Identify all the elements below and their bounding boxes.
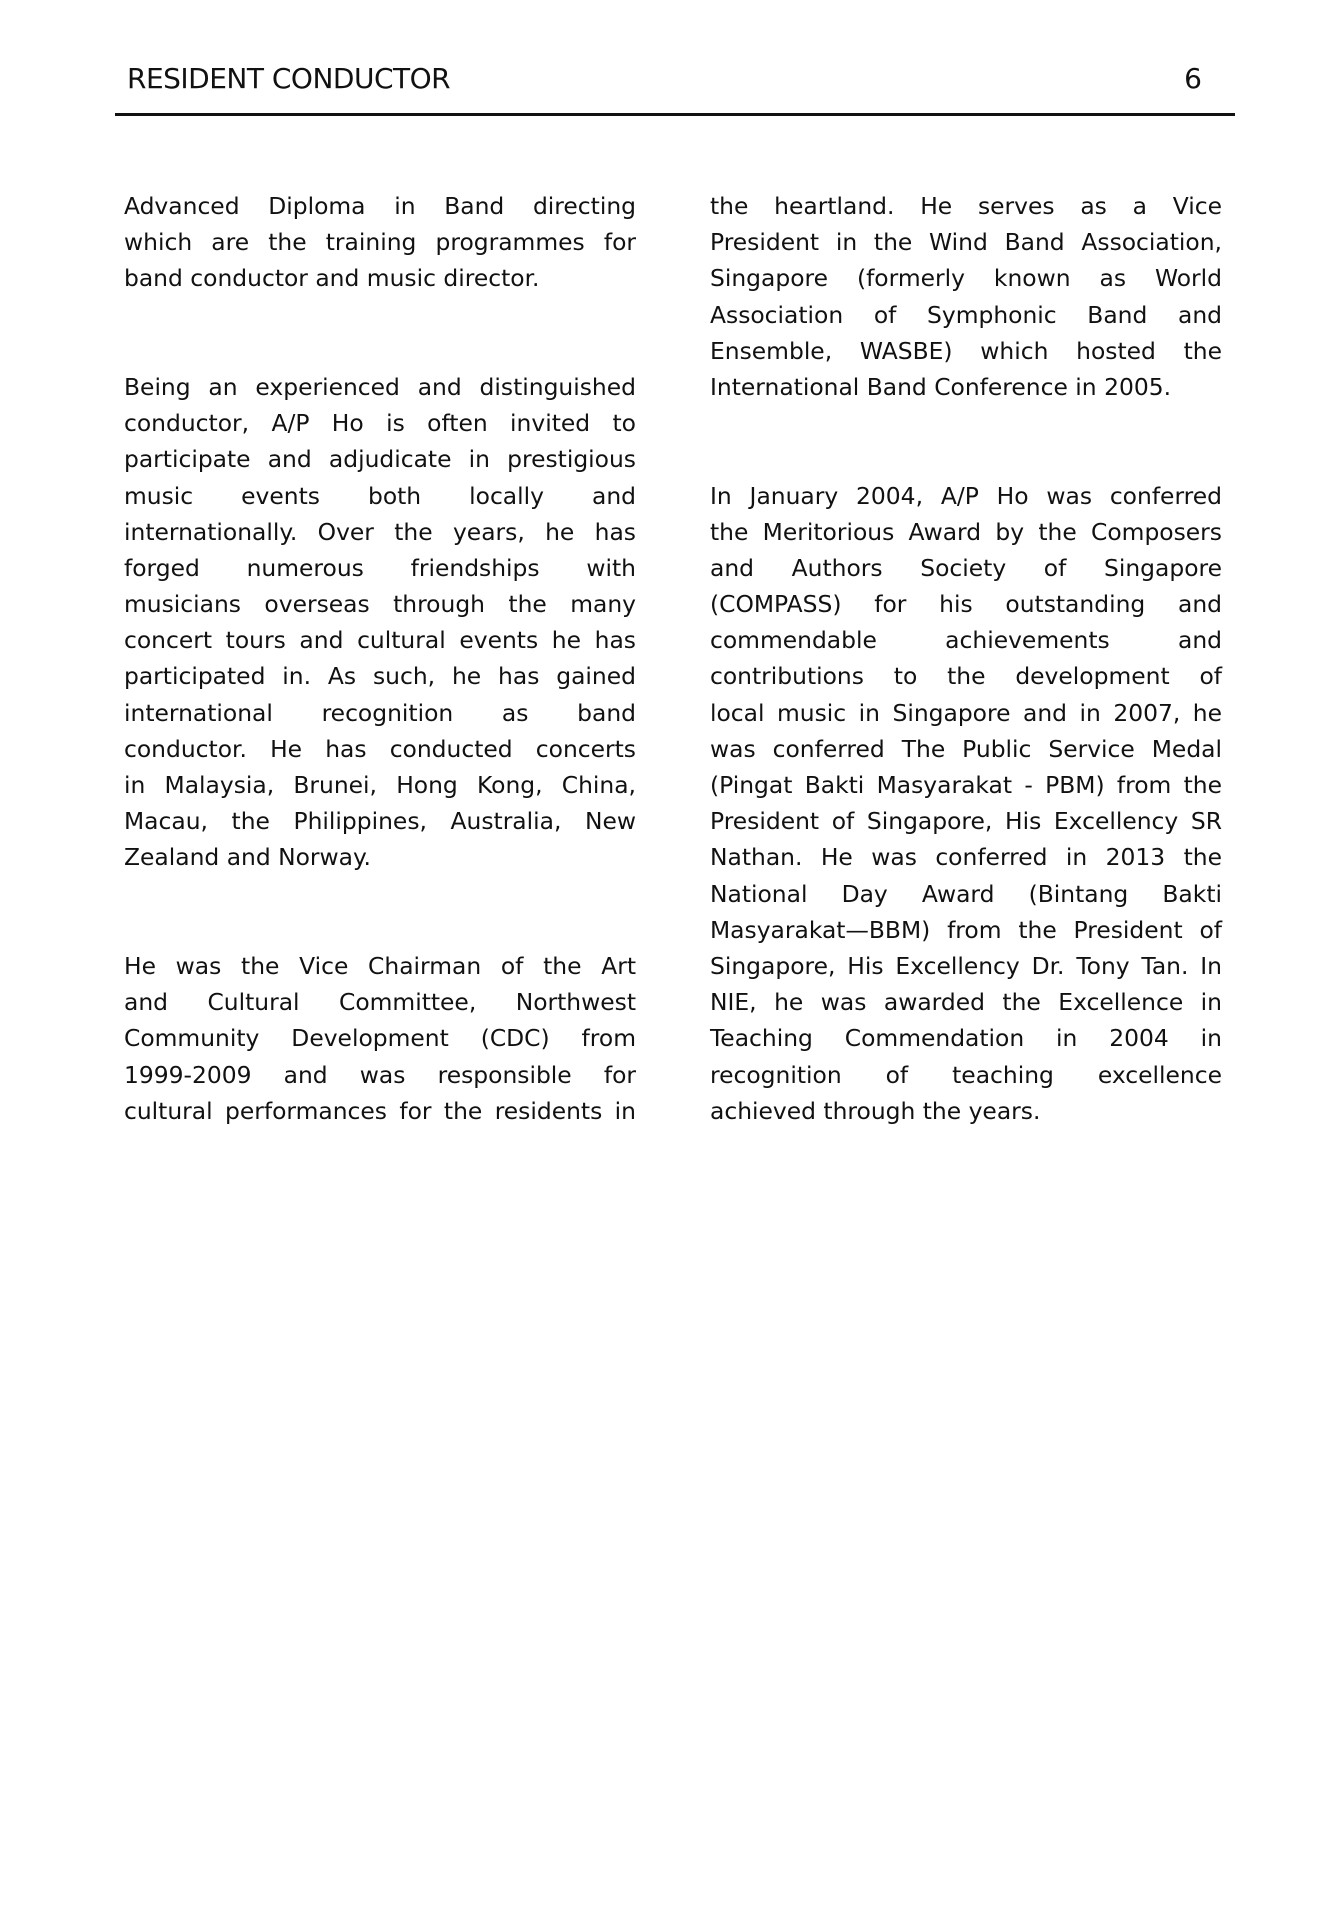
text-line: the heartland. He serves as a Vice — [710, 192, 1222, 220]
text-line: In January 2004, A/P Ho was conferred — [710, 481, 1222, 510]
paragraph-wind-band — [710, 188, 1222, 405]
paragraph-awards — [710, 478, 1222, 1129]
text-line: President of Singapore, His Excellency SR — [710, 807, 1222, 836]
paragraph-gap — [124, 876, 636, 948]
text-line: Ensemble, WASBE) which hosted the — [710, 336, 1222, 365]
paragraph-diploma — [124, 188, 636, 297]
text-line: Masyarakat—BBM) from the President of — [710, 915, 1222, 944]
text-line: the Meritorious Award by the Composers — [710, 517, 1222, 546]
paragraph-experience — [124, 369, 636, 876]
page-number: 6 — [1184, 62, 1202, 95]
text-line: Association of Symphonic Band and — [710, 300, 1222, 329]
text-line: NIE, he was awarded the Excellence in — [710, 988, 1222, 1017]
text-line: band conductor and music director. — [124, 264, 540, 293]
text-line: concert tours and cultural events he has — [124, 626, 636, 655]
text-line: commendable achievements and — [710, 626, 1222, 655]
text-line: participated in. As such, he has gained — [124, 662, 636, 691]
right-column — [710, 188, 1222, 1129]
text-line: which are the training programmes for — [124, 228, 636, 257]
text-line: and Authors Society of Singapore — [710, 553, 1222, 582]
text-line: National Day Award (Bintang Bakti — [710, 879, 1222, 908]
text-line: Macau, the Philippines, Australia, New — [124, 807, 636, 836]
text-line: cultural performances for the residents in — [124, 1096, 636, 1125]
text-line: conductor, A/P Ho is often invited to — [124, 409, 636, 438]
text-line: was conferred The Public Service Medal — [710, 734, 1222, 763]
text-line: Advanced Diploma in Band directing — [124, 192, 636, 220]
text-line: contributions to the development of — [710, 662, 1222, 691]
text-line: (COMPASS) for his outstanding and — [710, 590, 1222, 619]
text-line: Singapore (formerly known as World — [710, 264, 1222, 293]
text-line: music events both locally and — [124, 481, 636, 510]
text-line: and Cultural Committee, Northwest — [124, 988, 636, 1017]
text-line: Community Development (CDC) from — [124, 1024, 636, 1053]
text-line: Singapore, His Excellency Dr. Tony Tan. In — [710, 951, 1222, 980]
text-line: Being an experienced and distinguished — [124, 372, 636, 401]
paragraph-gap — [124, 297, 636, 369]
text-line: Nathan. He was conferred in 2013 the — [710, 843, 1222, 872]
text-line: internationally. Over the years, he has — [124, 517, 636, 546]
header-title: RESIDENT CONDUCTOR — [127, 62, 451, 95]
text-line: in Malaysia, Brunei, Hong Kong, China, — [124, 771, 636, 800]
text-line: achieved through the years. — [710, 1096, 1041, 1125]
text-line: recognition of teaching excellence — [710, 1060, 1222, 1089]
text-line: local music in Singapore and in 2007, he — [710, 698, 1222, 727]
left-column — [124, 188, 636, 1129]
text-line: (Pingat Bakti Masyarakat - PBM) from the — [710, 771, 1222, 800]
text-line: International Band Conference in 2005. — [710, 372, 1172, 401]
page-header — [115, 60, 1220, 120]
paragraph-vice-chairman — [124, 948, 636, 1129]
text-line: President in the Wind Band Association, — [710, 228, 1222, 257]
text-line: musicians overseas through the many — [124, 590, 636, 619]
text-line: Zealand and Norway. — [124, 843, 371, 872]
text-line: participate and adjudicate in prestigious — [124, 445, 636, 474]
paragraph-gap — [710, 405, 1222, 477]
text-line: He was the Vice Chairman of the Art — [124, 951, 636, 980]
header-divider — [115, 113, 1235, 116]
text-line: forged numerous friendships with — [124, 553, 636, 582]
text-line: international recognition as band — [124, 698, 636, 727]
text-line: 1999-2009 and was responsible for — [124, 1060, 636, 1089]
text-line: Teaching Commendation in 2004 in — [710, 1024, 1222, 1053]
text-line: conductor. He has conducted concerts — [124, 734, 636, 763]
